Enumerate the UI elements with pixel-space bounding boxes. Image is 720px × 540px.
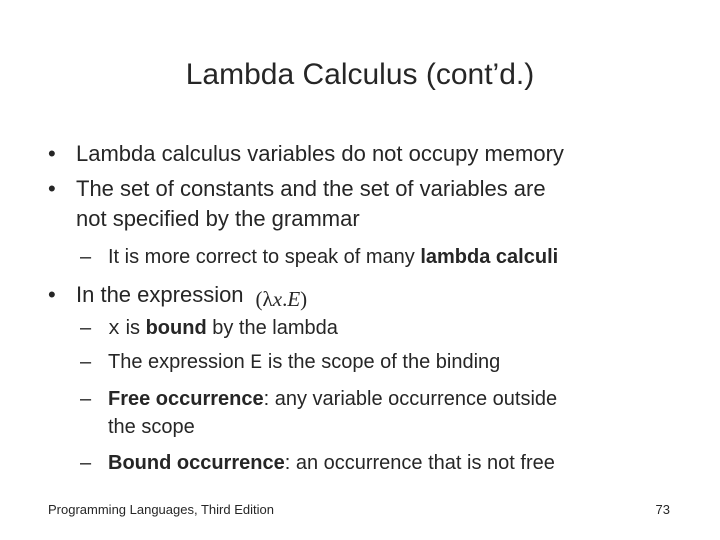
bullet-text xyxy=(76,282,307,312)
sub-bullet-marker: – xyxy=(80,388,92,410)
sub-bullet-marker: – xyxy=(80,246,92,268)
formula-var: x xyxy=(272,287,283,311)
bullet-marker: • xyxy=(48,176,56,201)
sub-bullet-text xyxy=(108,350,500,376)
sub-bullet-bold: Free occurrence xyxy=(108,388,264,410)
sub-bullet-bold: Bound occurrence xyxy=(108,452,285,474)
sub-bullet-text-plain: by the lambda xyxy=(206,317,338,339)
sub-bullet-text xyxy=(108,316,338,342)
formula-lambda: λ xyxy=(262,287,273,311)
formula-dot: . xyxy=(282,287,288,311)
sub-bullet-bold: lambda calculi xyxy=(420,246,559,268)
formula-paren-open: ( xyxy=(255,287,263,311)
bullet-text-plain: In the expression xyxy=(76,282,244,307)
bullet-text: Lambda calculus variables do not occupy memory xyxy=(76,141,564,166)
bullet-marker: • xyxy=(48,282,56,307)
sub-bullet-text-plain: : an occurrence that is not free xyxy=(284,452,555,474)
formula-body: E xyxy=(287,287,301,311)
bullet-marker: • xyxy=(48,141,56,166)
footer-page-number: 73 xyxy=(655,502,670,517)
code-term: E xyxy=(250,352,263,375)
sub-bullet-text-plain: The expression xyxy=(108,351,251,373)
bullet-text-line: not specified by the grammar xyxy=(76,206,360,231)
sub-bullet-bold: bound xyxy=(145,317,207,339)
sub-bullet-marker: – xyxy=(80,351,92,373)
footer-book-title: Programming Languages, Third Edition xyxy=(48,502,274,517)
sub-bullet-marker: – xyxy=(80,452,92,474)
sub-bullet-text-plain: : any variable occurrence outside xyxy=(263,388,558,410)
sub-bullet-text xyxy=(108,451,555,475)
sub-bullet-text-line: the scope xyxy=(108,416,195,438)
code-term: x xyxy=(108,318,121,341)
slide-title: Lambda Calculus (cont’d.) xyxy=(185,58,535,91)
sub-bullet-text-plain: It is more correct to speak of many xyxy=(108,246,421,268)
sub-bullet-text xyxy=(108,245,558,269)
lambda-expression-formula xyxy=(256,286,308,312)
bullet-text-line: The set of constants and the set of variables are xyxy=(76,176,546,201)
formula-paren-close: ) xyxy=(300,287,308,311)
sub-bullet-text-plain: is the scope of the binding xyxy=(262,351,501,373)
sub-bullet-marker: – xyxy=(80,317,92,339)
sub-bullet-text-plain: is xyxy=(120,317,146,339)
sub-bullet-text xyxy=(108,387,557,411)
